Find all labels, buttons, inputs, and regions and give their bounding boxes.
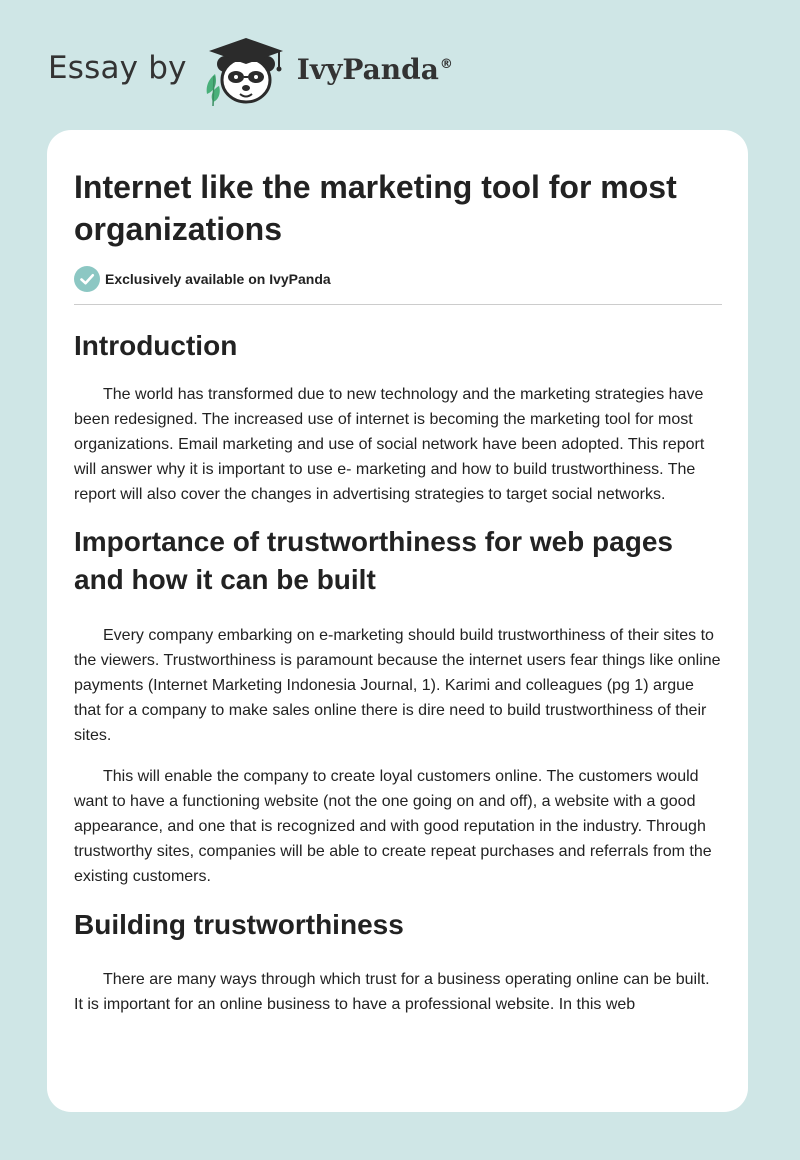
section-heading: Introduction: [74, 330, 238, 361]
section-heading: Building trustworthiness: [74, 909, 404, 940]
essay-card: [47, 130, 748, 1112]
exclusive-badge: [74, 266, 722, 292]
check-circle-icon: [74, 266, 100, 292]
panda-graduate-icon[interactable]: [201, 32, 291, 108]
paragraph: This will enable the company to create loyal customers online. The customers would want to have a functioning website (not the one going on and off), a website with a good appearance, and one that is recognized and with good reputation in the industry. Through trustworthy sites, companies will be able to create repeat purchases and referrals from the existing customers.: [74, 768, 712, 885]
section-introduction: [74, 327, 722, 507]
essay-by-label: Essay by: [48, 50, 187, 86]
brand-name[interactable]: IvyPanda®: [296, 52, 453, 86]
section-heading: Importance of trustworthiness for web pages and how it can be built: [74, 526, 673, 595]
site-header: [48, 30, 453, 110]
essay-title: Internet like the marketing tool for most organizations: [74, 169, 677, 247]
registered-mark: ®: [439, 57, 453, 73]
paragraph: Every company embarking on e-marketing should build trustworthiness of their sites to the viewers. Trustworthiness is paramount because the internet users fear things like online payments (Internet Marketing Indonesia Journal, 1). Karimi and colleagues (pg 1) argue that for a company to make sales online there is dire need to build trustworthiness of their sites.: [74, 627, 721, 744]
paragraph: There are many ways through which trust for a business operating online can be built. It is important for an online business to have a professional website. In this web: [74, 971, 710, 1013]
section-building-trustworthiness: [74, 906, 722, 1017]
section-importance-of-trustworthiness: [74, 523, 722, 889]
exclusive-label: Exclusively available on IvyPanda: [105, 271, 331, 287]
title-divider: [74, 304, 722, 305]
paragraph: The world has transformed due to new technology and the marketing strategies have been redesigned. The increased use of internet is becoming the marketing tool for most organizations. Email marketing and use of social network have been adopted. This report will answer why it is important to use e- marketing and how to build trustworthiness. The report will also cover the changes in advertising strategies to target social networks.: [74, 386, 705, 503]
